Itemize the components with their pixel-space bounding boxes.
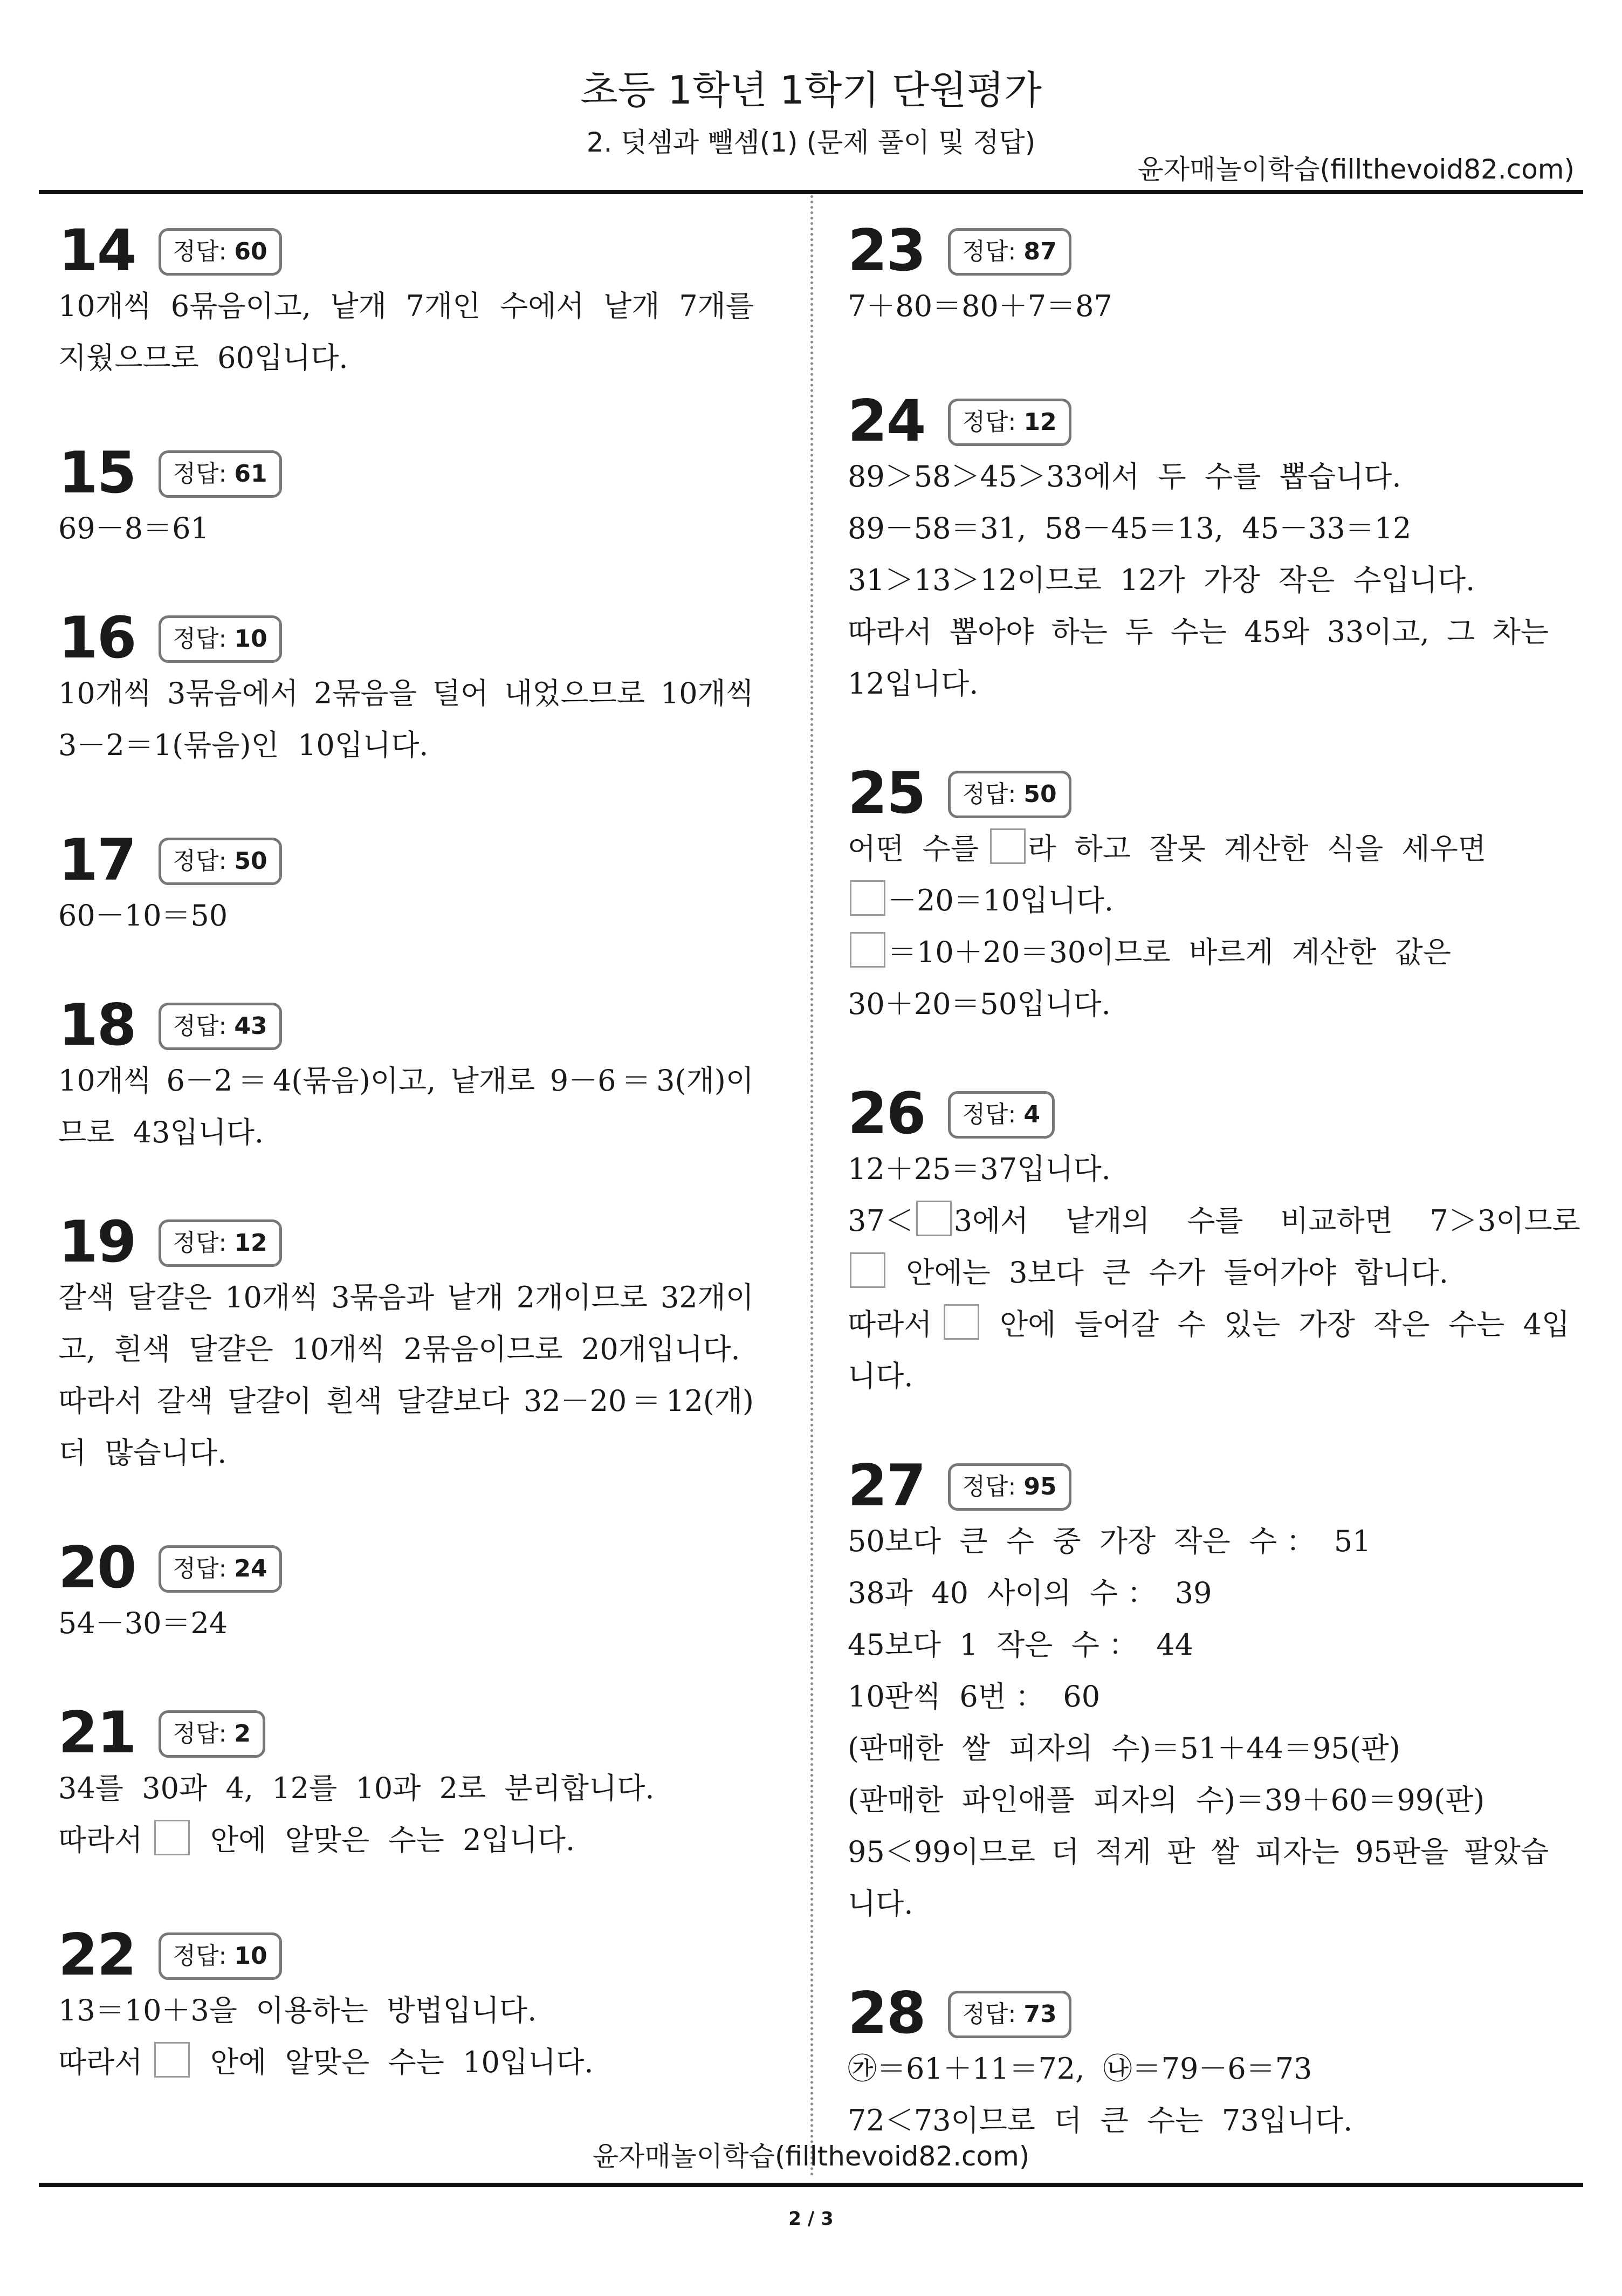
answer-badge: [159, 615, 282, 663]
solution-line: 89－58＝31, 58－45＝13, 45－33＝12: [848, 511, 1412, 545]
blank-box: [916, 1201, 952, 1236]
problem-number: 24: [848, 388, 925, 454]
problem-number: 26: [848, 1080, 925, 1147]
solution-text: [58, 1598, 754, 1649]
problem-header: [58, 440, 754, 506]
answer-badge: [948, 771, 1071, 818]
right-column: [848, 217, 1580, 2147]
column-divider: [810, 195, 813, 2177]
answer-value: 61: [234, 460, 267, 488]
solution-line: 12입니다.: [848, 667, 979, 701]
solution-line: 10개씩 3묶음에서 2묶음을 덜어 내었으므로 10개씩: [58, 676, 754, 710]
answer-label: 정답:: [173, 625, 235, 653]
problem-header: [848, 217, 1549, 284]
problem-number: 19: [58, 1209, 136, 1275]
solution-line: 34를 30과 4, 12를 10과 2로 분리합니다.: [58, 1771, 655, 1805]
problem-number: 28: [848, 1980, 925, 2046]
problem-14: [58, 217, 754, 384]
problem-header: [58, 992, 754, 1058]
problem-number: 22: [58, 1922, 136, 1988]
problem-header: [848, 1452, 1549, 1519]
left-column: [58, 217, 754, 2088]
solution-line: 3－2＝1(묶음)인 10입니다.: [58, 728, 429, 762]
solution-line: 따라서 뽑아야 하는 두 수는 45와 33이고, 그 차는: [848, 615, 1549, 649]
solution-text: [848, 1516, 1549, 1930]
line-text-after-box: 안에 들어갈 수 있는 가장 작은 수는 4입: [981, 1307, 1570, 1341]
solution-text: [58, 1055, 754, 1159]
problem-20: [58, 1534, 754, 1649]
answer-value: 12: [1023, 408, 1057, 436]
answer-value: 12: [234, 1229, 267, 1257]
line-text-after-box: 안에는 3보다 큰 수가 들어가야 합니다.: [888, 1256, 1448, 1290]
line-text-after-box: ＝10＋20＝30이므로 바르게 계산한 값은: [888, 935, 1451, 969]
problem-number: 27: [848, 1452, 925, 1519]
answer-value: 50: [1023, 780, 1057, 808]
answer-badge: [948, 228, 1071, 276]
problem-17: [58, 827, 754, 942]
answer-badge: [948, 1463, 1071, 1511]
blank-box: [154, 2042, 190, 2078]
solution-line: 69－8＝61: [58, 511, 209, 545]
solution-line: 10판씩 6번 ： 60: [848, 1680, 1101, 1714]
solution-line: 니다.: [848, 1359, 913, 1393]
solution-line: 따라서 갈색 달걀이 흰색 달걀보다 32－20＝12(개): [58, 1384, 754, 1418]
answer-label: 정답:: [962, 2000, 1024, 2028]
answer-label: 정답:: [962, 238, 1024, 265]
solution-line: 95＜99이므로 더 적게 판 쌀 피자는 95판을 팔았습: [848, 1835, 1549, 1869]
problem-26: [848, 1080, 1580, 1402]
solution-line: [848, 1247, 1549, 1299]
answer-label: 정답:: [173, 1555, 235, 1582]
answer-value: 10: [234, 1942, 267, 1970]
answer-label: 정답:: [173, 1012, 235, 1040]
solution-line: 지웠으므로 60입니다.: [58, 341, 348, 375]
solution-text: [848, 451, 1549, 710]
problem-number: 16: [58, 605, 136, 671]
solution-line: 13＝10＋3을 이용하는 방법입니다.: [58, 1993, 537, 2027]
answer-label: 정답:: [173, 1942, 235, 1970]
line-text-before-box: 어떤 수를: [848, 832, 988, 866]
line-text-after-box: －20＝10입니다.: [888, 883, 1114, 917]
solution-line: ㉮＝61＋11＝72, ㉯＝79－6＝73: [848, 2052, 1312, 2086]
answer-badge: [159, 1932, 282, 1980]
problem-number: 21: [58, 1699, 136, 1766]
problem-28: [848, 1980, 1549, 2147]
answer-label: 정답:: [962, 408, 1024, 436]
solution-line: 54－30＝24: [58, 1606, 228, 1640]
answer-value: 73: [1023, 2000, 1057, 2028]
solution-line: 12＋25＝37입니다.: [848, 1152, 1111, 1186]
problem-number: 15: [58, 440, 136, 506]
answer-label: 정답:: [173, 847, 235, 875]
solution-line: 10개씩 6묶음이고, 낱개 7개인 수에서 낱개 7개를: [58, 289, 754, 323]
answer-label: 정답:: [173, 1229, 235, 1257]
line-text-after-box: 3에서 낱개의 수를 비교하면 7＞3이므로: [953, 1204, 1580, 1238]
problem-header: [848, 760, 1549, 826]
solution-line: [848, 875, 1549, 927]
problem-header: [58, 217, 754, 284]
answer-value: 60: [234, 238, 267, 265]
answer-badge: [948, 1091, 1055, 1139]
header-brand: 윤자매놀이학습(fillthevoid82.com): [1137, 154, 1575, 185]
solution-text: [58, 1763, 754, 1866]
solution-line: (판매한 파인애플 피자의 수)＝39＋60＝99(판): [848, 1783, 1485, 1817]
problem-21: [58, 1699, 754, 1866]
solution-text: [848, 2043, 1549, 2147]
solution-text: [58, 280, 754, 384]
page-subtitle: 2. 덧셈과 뺄셈(1) (문제 풀이 및 정답): [586, 127, 1036, 158]
problem-16: [58, 605, 754, 771]
answer-value: 2: [234, 1720, 251, 1747]
answer-badge: [159, 1710, 265, 1758]
answer-value: 95: [1023, 1473, 1057, 1500]
answer-value: 10: [234, 625, 267, 653]
blank-box: [990, 828, 1026, 864]
footer-brand: 윤자매놀이학습(fillthevoid82.com): [592, 2141, 1030, 2172]
problem-25: [848, 760, 1549, 1030]
solution-line: [848, 1299, 1570, 1351]
answer-label: 정답:: [962, 1101, 1024, 1128]
page-title: 초등 1학년 1학기 단원평가: [580, 67, 1042, 113]
solution-line: [58, 1814, 754, 1866]
problem-number: 18: [58, 992, 136, 1058]
line-text-after-box: 안에 알맞은 수는 2입니다.: [191, 1823, 575, 1857]
answer-badge: [159, 1219, 282, 1267]
solution-line: 10개씩 6－2＝4(묶음)이고, 낱개로 9－6＝3(개)이: [58, 1064, 754, 1098]
answer-value: 24: [234, 1555, 267, 1582]
problem-19: [58, 1209, 754, 1479]
answer-badge: [948, 399, 1071, 446]
answer-label: 정답:: [962, 780, 1024, 808]
problem-header: [58, 605, 754, 671]
answer-value: 43: [234, 1012, 267, 1040]
blank-box: [154, 1820, 190, 1855]
answer-badge: [159, 838, 282, 885]
solution-line: 60－10＝50: [58, 899, 228, 933]
problem-15: [58, 440, 754, 554]
problem-header: [848, 388, 1549, 454]
blank-box: [944, 1304, 979, 1340]
solution-line: [848, 823, 1549, 875]
problem-header: [58, 1922, 754, 1988]
solution-line: 50보다 큰 수 중 가장 작은 수 ： 51: [848, 1524, 1371, 1558]
solution-text: [58, 890, 754, 942]
problem-number: 20: [58, 1534, 136, 1601]
blank-box: [850, 880, 885, 916]
header-rule: [39, 190, 1583, 194]
solution-line: 7＋80＝80＋7＝87: [848, 289, 1112, 323]
solution-line: 72＜73이므로 더 큰 수는 73입니다.: [848, 2103, 1353, 2137]
answer-label: 정답:: [962, 1473, 1024, 1500]
answer-value: 87: [1023, 238, 1057, 265]
problem-23: [848, 217, 1549, 332]
problem-number: 25: [848, 760, 925, 826]
solution-line: 갈색 달걀은 10개씩 3묶음과 낱개 2개이므로 32개이: [58, 1280, 754, 1314]
line-text-before-box: 따라서: [58, 1823, 152, 1857]
answer-badge: [159, 1545, 282, 1593]
solution-line: (판매한 쌀 피자의 수)＝51＋44＝95(판): [848, 1731, 1400, 1765]
solution-line: 30＋20＝50입니다.: [848, 987, 1111, 1021]
solution-text: [848, 280, 1549, 332]
answer-value: 4: [1023, 1101, 1040, 1128]
problem-header: [58, 1209, 754, 1275]
solution-line: 38과 40 사이의 수 ： 39: [848, 1576, 1212, 1610]
solution-text: [848, 823, 1549, 1030]
solution-line: 45보다 1 작은 수 ： 44: [848, 1628, 1194, 1662]
problem-18: [58, 992, 754, 1159]
blank-box: [850, 1252, 885, 1288]
line-text-before-box: 37＜: [848, 1204, 914, 1238]
problem-header: [58, 827, 754, 893]
problem-header: [848, 1980, 1549, 2046]
problem-header: [58, 1699, 754, 1766]
footer-rule: [39, 2183, 1583, 2187]
answer-badge: [159, 450, 282, 498]
solution-text: [58, 1272, 754, 1479]
answer-label: 정답:: [173, 460, 235, 488]
solution-line: 고, 흰색 달걀은 10개씩 2묶음이므로 20개입니다.: [58, 1332, 740, 1366]
solution-line: 더 많습니다.: [58, 1436, 227, 1470]
answer-label: 정답:: [173, 238, 235, 265]
page-header: [0, 0, 1622, 205]
problem-number: 14: [58, 217, 136, 284]
solution-line: [848, 1195, 1580, 1247]
problem-number: 23: [848, 217, 925, 284]
solution-text: [848, 1143, 1580, 1402]
answer-label: 정답:: [173, 1720, 235, 1747]
problem-24: [848, 388, 1549, 710]
solution-line: 므로 43입니다.: [58, 1115, 264, 1149]
answer-badge: [159, 1003, 282, 1050]
line-text-before-box: 따라서: [848, 1307, 941, 1341]
answer-badge: [948, 1991, 1071, 2038]
solution-text: [58, 1985, 754, 2088]
problem-header: [58, 1534, 754, 1601]
problem-27: [848, 1452, 1549, 1930]
problem-number: 17: [58, 827, 136, 893]
page-number: 2 / 3: [788, 2208, 834, 2230]
solution-line: 31＞13＞12이므로 12가 가장 작은 수입니다.: [848, 563, 1475, 597]
blank-box: [850, 932, 885, 968]
answer-value: 50: [234, 847, 267, 875]
line-text-before-box: 따라서: [58, 2045, 152, 2079]
solution-line: [58, 2037, 754, 2088]
solution-text: [58, 668, 754, 771]
line-text-after-box: 안에 알맞은 수는 10입니다.: [191, 2045, 594, 2079]
line-text-after-box: 라 하고 잘못 계산한 식을 세우면: [1028, 832, 1486, 866]
solution-text: [58, 503, 754, 554]
problem-22: [58, 1922, 754, 2088]
problem-header: [848, 1080, 1549, 1147]
solution-line: 니다.: [848, 1887, 913, 1921]
answer-badge: [159, 228, 282, 276]
solution-line: [848, 927, 1549, 978]
solution-line: 89＞58＞45＞33에서 두 수를 뽑습니다.: [848, 460, 1401, 494]
